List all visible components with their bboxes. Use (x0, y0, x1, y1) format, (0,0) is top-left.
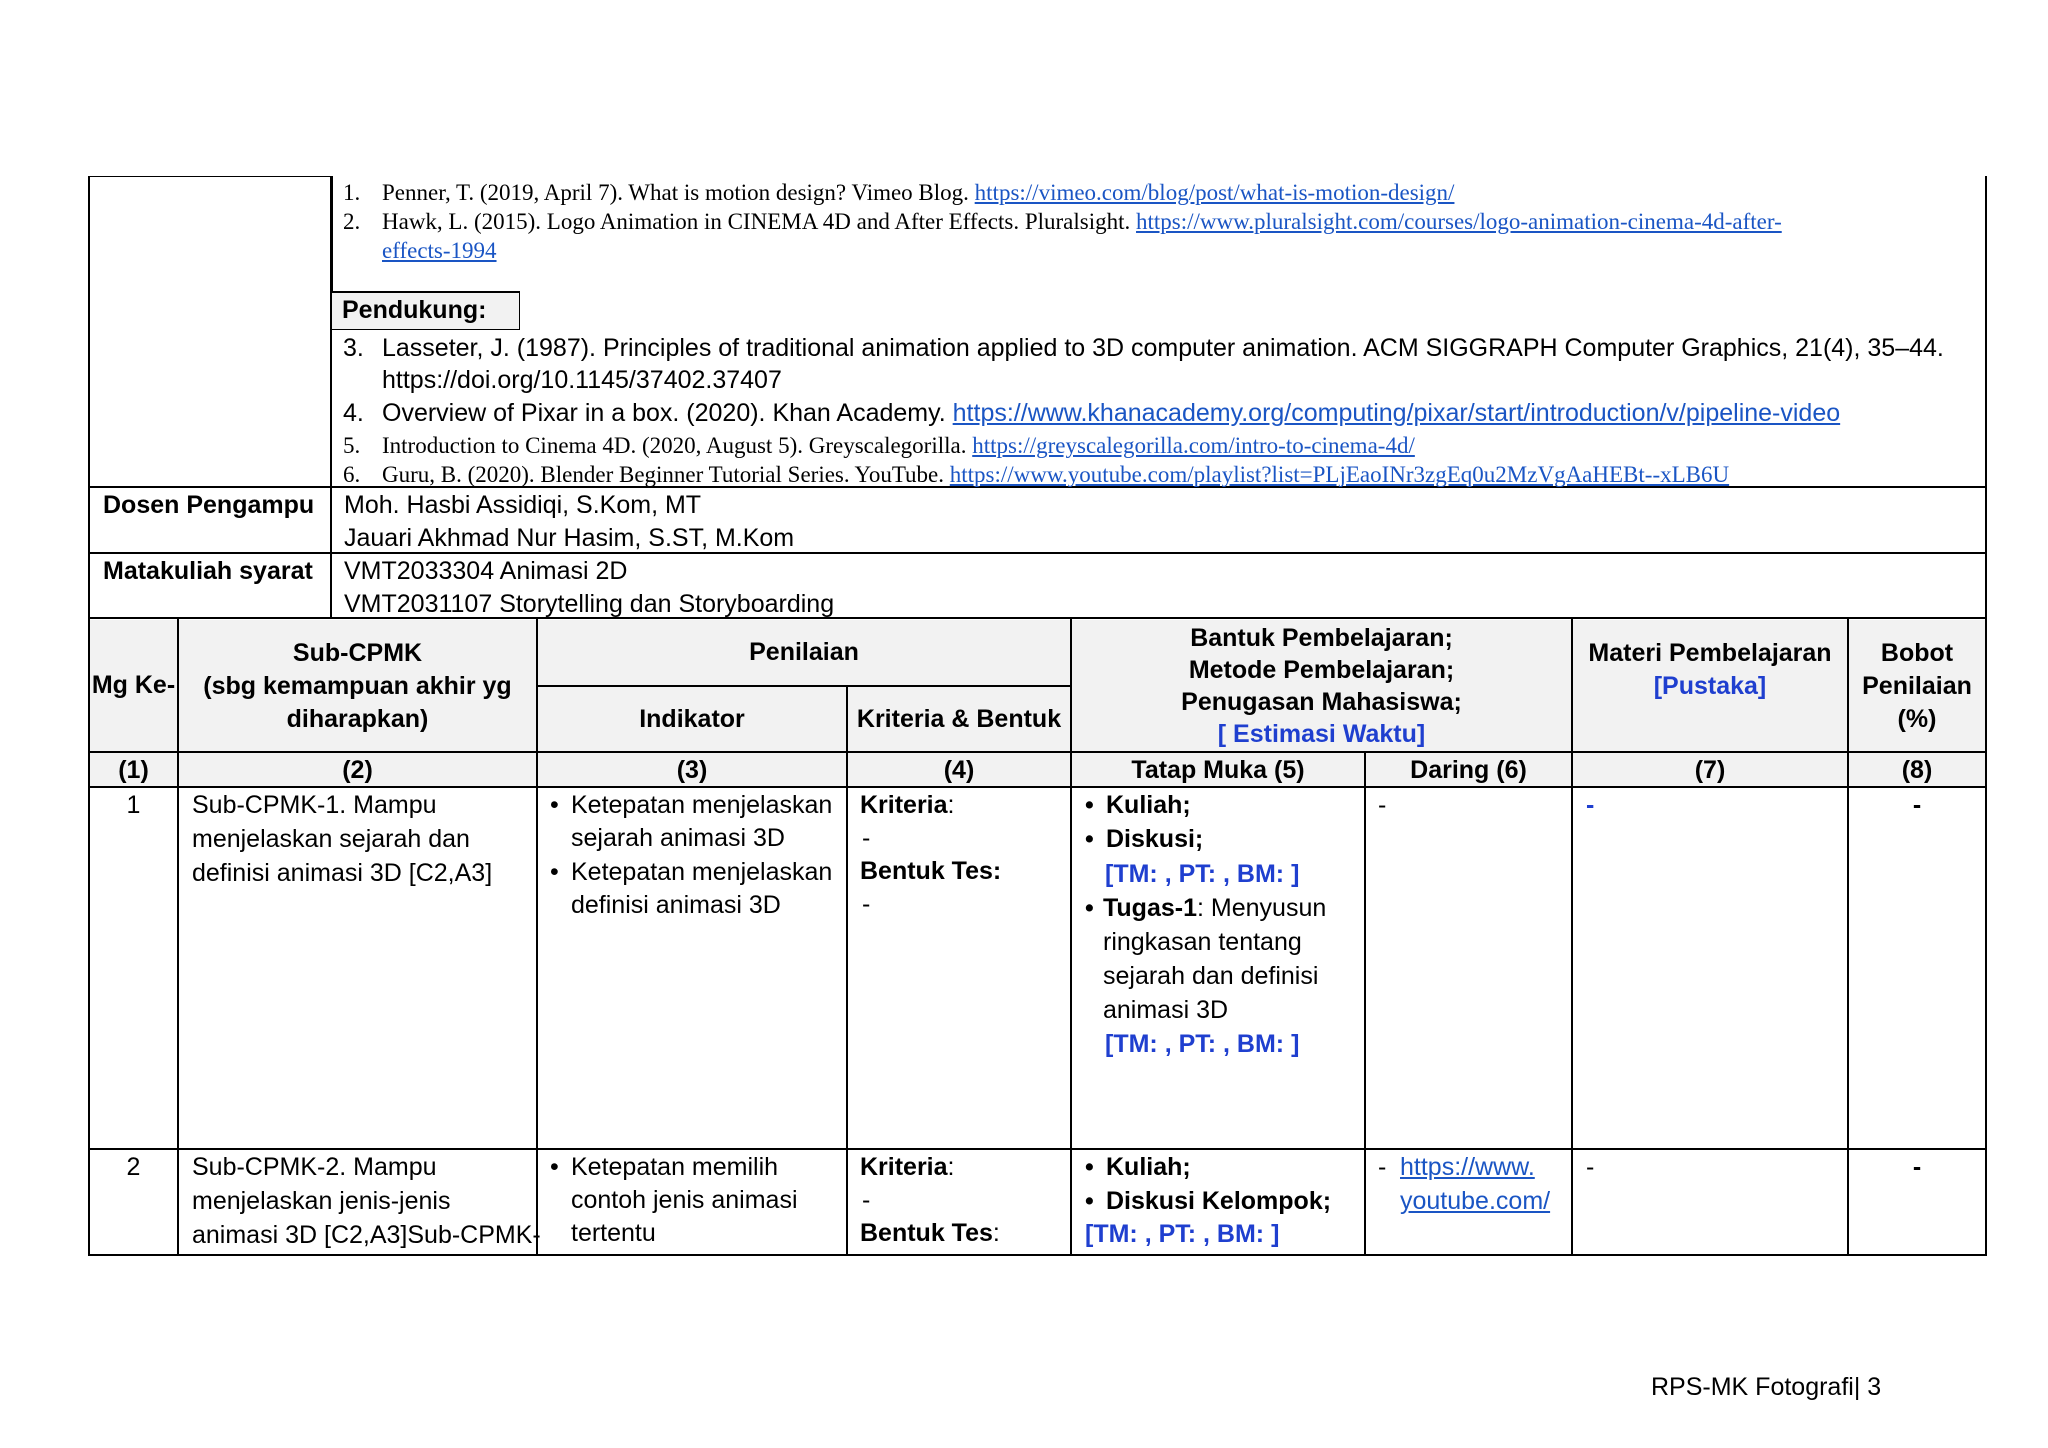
row2-ind-1b: contoh jenis animasi (571, 1186, 798, 1214)
row1-kriteria-label: Kriteria (860, 791, 948, 819)
row1-sub-2: menjelaskan sejarah dan (192, 825, 470, 853)
row2-tm-est: [TM: , PT: , BM: ] (1085, 1220, 1280, 1248)
matakuliah-course-1: VMT2033304 Animasi 2D (344, 557, 628, 585)
pendukung-box-top (332, 291, 520, 292)
hdr-bobot-3: (%) (1897, 705, 1937, 733)
row1-tugas-text-1: Menyusun (1210, 894, 1327, 922)
row2-daring-link-1[interactable]: https://www. (1400, 1153, 1535, 1181)
row2-bentuk: Bentuk Tes: (860, 1219, 1000, 1247)
colnum-1: (1) (118, 756, 149, 784)
row1-tm-bullet-1 (1085, 789, 1094, 822)
ref-2-link[interactable]: https://www.pluralsight.com/courses/logo-animation-cinema-4d-after- (1136, 209, 1782, 234)
ref-3-text: Lasseter, J. (1987). Principles of traditional animation applied to 3D computer animation. ACM SIGGRAPH Computer Graphics, 21(4), 35–44. (382, 334, 1944, 362)
row1-kriteria: Kriteria: (860, 791, 955, 819)
hline-row2-end (88, 1254, 1987, 1256)
row2-tm-diskusi: Diskusi Kelompok; (1106, 1187, 1332, 1215)
ref-2-num: 2. (343, 209, 361, 234)
row2-ind-1a: Ketepatan memilih (571, 1153, 779, 1181)
ref-1-link[interactable]: https://vimeo.com/blog/post/what-is-motion-design/ (974, 180, 1455, 205)
ref-6-text: Guru, B. (2020). Blender Beginner Tutorial Series. YouTube. (382, 462, 945, 487)
row1-daring: - (1378, 791, 1387, 819)
row1-tugas-est: [TM: , PT: , BM: ] (1105, 1030, 1300, 1058)
row2-sub-1: Sub-CPMK-2. Mampu (192, 1153, 437, 1181)
row1-tm-bullet-3 (1085, 892, 1094, 925)
hdr-sub-1: Sub-CPMK (292, 639, 423, 667)
row1-ind-2a: Ketepatan menjelaskan (571, 858, 833, 886)
row2-daring-dash: - (1378, 1153, 1387, 1181)
colnum-7: (7) (1694, 756, 1726, 784)
ref-6-link[interactable]: https://www.youtube.com/playlist?list=PLjEaoINr3zgEq0u2MzVgAaHEBt--xLB6U (949, 462, 1730, 487)
row1-sub-3: definisi animasi 3D [C2,A3] (192, 859, 493, 887)
colnum-6: Daring (6) (1410, 756, 1527, 784)
ref-2-text: Hawk, L. (2015). Logo Animation in CINEMA 4D and After Effects. Pluralsight. (382, 209, 1131, 234)
row1-tugas-text-2: ringkasan tentang (1103, 928, 1302, 956)
row2-ind-bullet-1 (550, 1151, 559, 1184)
row1-ind-1a: Ketepatan menjelaskan (571, 791, 833, 819)
colnum-2: (2) (342, 756, 373, 784)
hdr-estimasi: [ Estimasi Waktu] (1217, 720, 1426, 748)
refs-inner-left (332, 176, 333, 292)
row1-tugas-label: Tugas-1 (1103, 894, 1197, 922)
row2-sub-2: menjelaskan jenis-jenis (192, 1187, 451, 1215)
row1-ind-1b: sejarah animasi 3D (571, 824, 785, 852)
row1-sub-1: Sub-CPMK-1. Mampu (192, 791, 437, 819)
ref-5-text: Introduction to Cinema 4D. (2020, August 5). Greyscalegorilla. (382, 433, 967, 458)
row1-bobot: - (1912, 791, 1922, 819)
row1-ind-bullet-1 (550, 789, 559, 822)
ref-3-num: 3. (343, 334, 364, 362)
ref-3-text-cont: https://doi.org/10.1145/37402.37407 (382, 366, 782, 394)
hdr-kriteria: Kriteria & Bentuk (856, 705, 1062, 733)
row1-tugas-text-4: animasi 3D (1103, 996, 1229, 1024)
ref-4-link[interactable]: https://www.khanacademy.org/computing/pixar/start/introduction/v/pipeline-video (952, 399, 1841, 427)
ref-6-num: 6. (343, 462, 361, 487)
ref-5-link[interactable]: https://greyscalegorilla.com/intro-to-cinema-4d/ (972, 433, 1415, 458)
row1-tm-kuliah: Kuliah; (1106, 791, 1191, 819)
row2-mg: 2 (126, 1153, 141, 1181)
colnum-5: Tatap Muka (5) (1131, 756, 1305, 784)
row1-tugas: Tugas-1: Menyusun (1103, 894, 1327, 922)
hdr-bantuk-1: Bantuk Pembelajaran; (1190, 624, 1453, 652)
row1-tugas-text-3: sejarah dan definisi (1103, 962, 1319, 990)
colnum-8: (8) (1901, 756, 1933, 784)
ref-6 (382, 458, 1729, 491)
row1-kriteria-val: - (862, 824, 871, 852)
row2-bentuk-label: Bentuk Tes (860, 1219, 993, 1247)
dosen-name-1: Moh. Hasbi Assidiqi, S.Kom, MT (344, 491, 702, 519)
hdr-materi: Materi Pembelajaran (1588, 639, 1832, 667)
hdr-pustaka: [Pustaka] (1653, 672, 1767, 700)
hdr-penilaian: Penilaian (749, 638, 859, 666)
row2-daring-link-2[interactable]: youtube.com/ (1400, 1187, 1551, 1215)
colnum-3: (3) (676, 756, 708, 784)
matakuliah-course-2: VMT2031107 Storytelling dan Storyboarding (344, 590, 835, 618)
row1-tm-diskusi: Diskusi; (1106, 825, 1204, 853)
hdr-bantuk-3: Penugasan Mahasiswa; (1181, 688, 1462, 716)
ref-4-num: 4. (343, 399, 364, 427)
hdr-sub-2: (sbg kemampuan akhir yg (203, 672, 512, 700)
page-footer: RPS-MK Fotografi| 3 (1651, 1373, 1882, 1401)
dosen-label: Dosen Pengampu (103, 491, 315, 519)
row2-kriteria: Kriteria: (860, 1153, 955, 1181)
matakuliah-label: Matakuliah syarat (103, 557, 313, 585)
ref-1-text: Penner, T. (2019, April 7). What is motion design? Vimeo Blog. (382, 180, 969, 205)
row2-kriteria-val: - (862, 1186, 871, 1214)
row2-kriteria-label: Kriteria (860, 1153, 948, 1181)
row1-bentuk-label: Bentuk Tes: (860, 857, 1002, 885)
row2-tm-bullet-1 (1085, 1151, 1094, 1184)
dosen-name-2: Jauari Akhmad Nur Hasim, S.ST, M.Kom (344, 524, 795, 552)
hdr-sub-3: diharapkan) (286, 705, 429, 733)
colnum-4: (4) (943, 756, 975, 784)
row1-ind-2b: definisi animasi 3D (571, 891, 781, 919)
hdr-bantuk-2: Metode Pembelajaran; (1188, 656, 1455, 684)
row2-tm-bullet-2 (1085, 1185, 1094, 1218)
row1-tm-bullet-2 (1085, 823, 1094, 856)
hdr-mg: Mg Ke- (91, 671, 176, 699)
row1-materi: - (1586, 791, 1595, 819)
row1-tm-est: [TM: , PT: , BM: ] (1105, 860, 1300, 888)
ref-4 (382, 397, 1840, 430)
row2-ind-1c: tertentu (571, 1219, 656, 1247)
ref-2 (382, 205, 1782, 238)
hdr-indikator: Indikator (639, 705, 745, 733)
ref-4-text: Overview of Pixar in a box. (2020). Khan Academy. (382, 399, 946, 427)
pendukung-label: Pendukung: (342, 296, 487, 324)
hdr-bobot-2: Penilaian (1862, 672, 1972, 700)
vline-c5 (1364, 752, 1366, 1255)
row2-sub-3: animasi 3D [C2,A3]Sub-CPMK- (192, 1221, 541, 1249)
row1-ind-bullet-2 (550, 856, 559, 889)
ref-2-link-cont[interactable]: effects-1994 (382, 238, 497, 263)
table-border-right (1985, 176, 1987, 1256)
row1-mg: 1 (126, 791, 141, 819)
ref-5-num: 5. (343, 433, 361, 458)
hdr-bobot-1: Bobot (1880, 639, 1954, 667)
row1-bentuk-val: - (862, 890, 871, 918)
row2-tm-kuliah: Kuliah; (1106, 1153, 1191, 1181)
table-border-top (88, 176, 331, 177)
pendukung-box (332, 292, 520, 330)
row2-bobot: - (1912, 1153, 1922, 1181)
hline-row1-end (88, 1148, 1987, 1150)
row2-materi: - (1586, 1153, 1595, 1181)
ref-1-num: 1. (343, 180, 361, 205)
